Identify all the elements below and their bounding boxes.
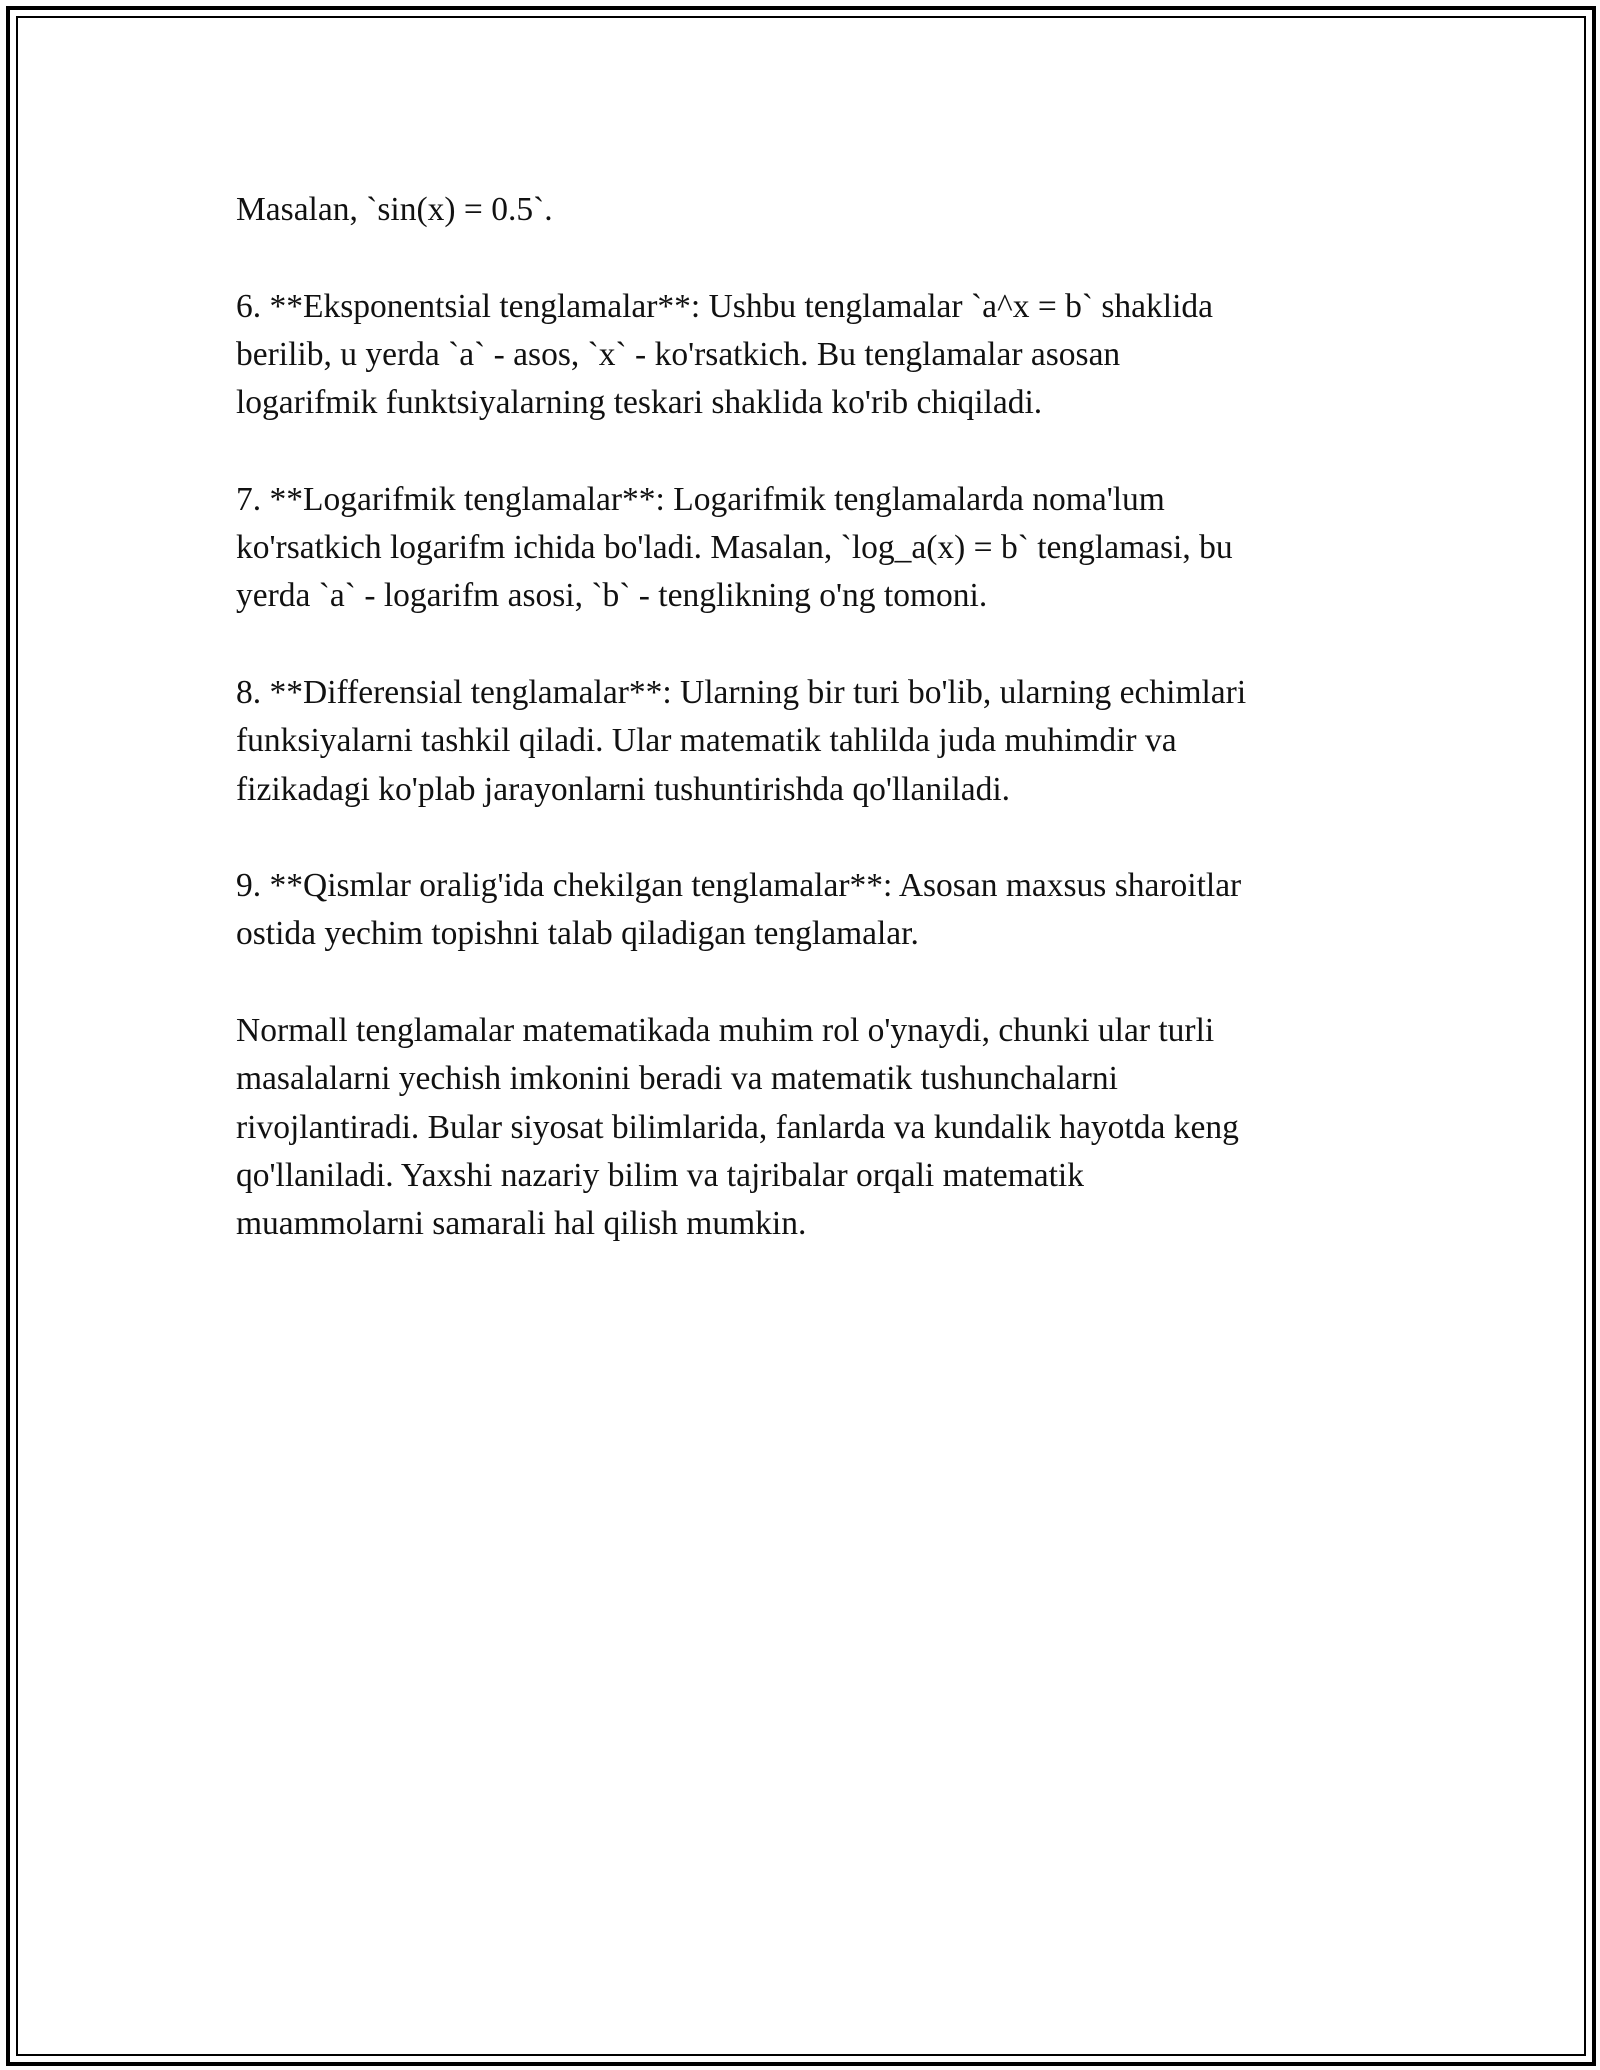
document-body [236, 186, 1376, 1297]
paragraph-exponential-equations: 6. **Eksponentsial tenglamalar**: Ushbu tenglamalar `a^x = b` shaklida berilib, u yerda `a` - asos, `x` - ko'rsatkich. Bu tenglamalar asosan logarifmik funktsiyalarning teskari shaklida ko'rib chiqiladi. [236, 287, 1214, 422]
paragraph-logarithmic-equations: 7. **Logarifmik tenglamalar**: Logarifmik tenglamalarda noma'lum ko'rsatkich logarifm ichida bo'ladi. Masalan, `log_a(x) = b` tenglamasi, bu yerda `a` - logarifm asosi, `b` - tenglikning o'ng tomoni. [236, 480, 1233, 615]
paragraph-interval-equations: 9. **Qismlar oralig'ida chekilgan tenglamalar**: Asosan maxsus sharoitlar ostida yechim topishni talab qiladigan tenglamalar. [236, 867, 1242, 953]
paragraph-differential-equations: 8. **Differensial tenglamalar**: Ularning bir turi bo'lib, ularning echimlari funksiyalarni tashkil qiladi. Ular matematik tahlilda juda muhimdir va fizikadagi ko'plab jarayonlarni tushuntirishda qo'llaniladi. [236, 673, 1247, 808]
paragraph-example-sin: Masalan, `sin(x) = 0.5`. [236, 191, 553, 228]
paragraph-conclusion: Normall tenglamalar matematikada muhim rol o'ynaydi, chunki ular turli masalalarni yechish imkonini beradi va matematik tushunchalarni rivojlantiradi. Bular siyosat bilimlarida, fanlarda va kundalik hayotda keng qo'llaniladi. Yaxshi nazariy bilim va tajribalar orqali matematik muammolarni samarali hal qilish mumkin. [236, 1012, 1239, 1243]
